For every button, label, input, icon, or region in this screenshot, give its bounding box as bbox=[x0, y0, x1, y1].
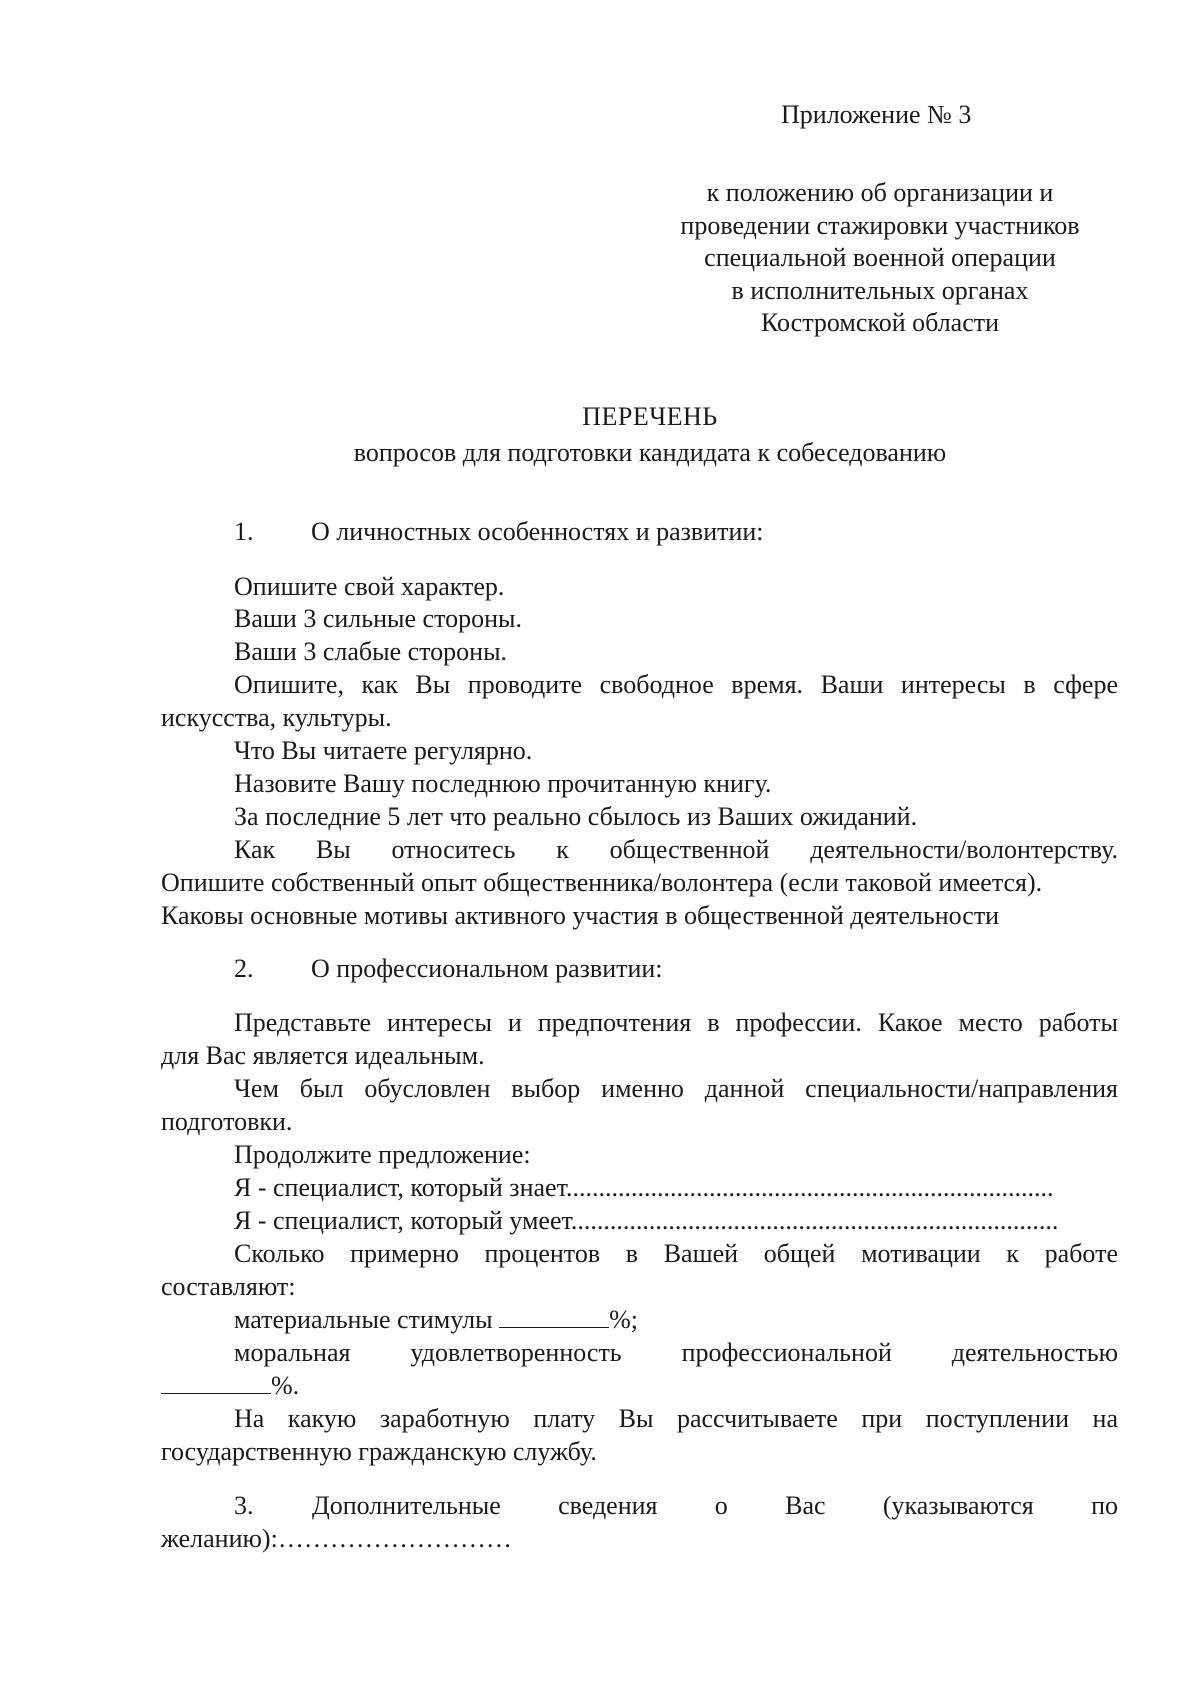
document-title: ПЕРЕЧЕНЬ bbox=[582, 402, 718, 431]
section-2-heading: О профессиональном развитии: bbox=[311, 954, 663, 983]
appendix-reference bbox=[640, 177, 1120, 340]
list-item: моральная удовлетворенность профессиональной деятельностью bbox=[234, 1338, 1118, 1367]
appendix-title: Приложение № 3 bbox=[781, 100, 972, 129]
list-item: подготовки. bbox=[161, 1107, 293, 1136]
section-2-number: 2. bbox=[234, 954, 254, 983]
list-item: Как Вы относитесь к общественной деятельности/волонтерству. bbox=[234, 835, 1118, 864]
section-3-first-line bbox=[234, 1491, 1118, 1521]
list-item: Каковы основные мотивы активного участия в общественной деятельности bbox=[161, 901, 1000, 930]
section-1-heading: О личностных особенностях и развитии: bbox=[311, 517, 764, 546]
list-item: Сколько примерно процентов в Вашей общей мотивации к работе bbox=[234, 1239, 1118, 1268]
list-item: Я - специалист, который умеет bbox=[234, 1206, 571, 1235]
appendix-reference-line: к положению об организации и bbox=[706, 178, 1054, 207]
list-item: Я - специалист, который знает bbox=[234, 1173, 566, 1202]
list-item: искусства, культуры. bbox=[161, 703, 392, 732]
appendix-reference-line: в исполнительных органах bbox=[731, 275, 1029, 305]
list-item: для Вас является идеальным. bbox=[161, 1041, 485, 1070]
list-item: На какую заработную плату Вы рассчитываете при поступлении на bbox=[234, 1404, 1118, 1433]
blank-field bbox=[499, 1305, 609, 1328]
list-item: Чем был обусловлен выбор именно данной специальности/направления bbox=[234, 1074, 1118, 1103]
moral-satisfaction-blank-line bbox=[161, 1371, 299, 1401]
blank-field bbox=[161, 1371, 271, 1394]
list-item: Ваши 3 сильные стороны. bbox=[234, 604, 522, 633]
list-item: Представьте интересы и предпочтения в профессии. Какое место работы bbox=[234, 1008, 1118, 1037]
appendix-reference-line: специальной военной операции bbox=[704, 243, 1056, 272]
fill-in-line-knows bbox=[234, 1173, 1078, 1203]
percent-sign: %; bbox=[609, 1305, 638, 1334]
dotted-leader: ........................................................................... bbox=[570, 1206, 1059, 1235]
section-3-heading: Дополнительные сведения о Вас (указываются по bbox=[312, 1491, 1118, 1520]
percent-sign: %. bbox=[271, 1371, 300, 1400]
list-item: Опишите собственный опыт общественника/волонтера (если таковой имеется). bbox=[161, 868, 1043, 897]
material-incentives-line bbox=[234, 1305, 638, 1335]
section-3-number: 3. bbox=[234, 1491, 254, 1520]
list-item: Опишите свой характер. bbox=[234, 572, 505, 601]
list-item: Продолжите предложение: bbox=[234, 1140, 531, 1169]
document-subtitle: вопросов для подготовки кандидата к собеседованию bbox=[353, 438, 947, 467]
list-item: составляют: bbox=[161, 1272, 296, 1301]
list-item: За последние 5 лет что реально сбылось из Ваших ожиданий. bbox=[234, 802, 918, 831]
list-item: Опишите, как Вы проводите свободное время. Ваши интересы в сфере bbox=[234, 670, 1118, 699]
section-1-number: 1. bbox=[234, 517, 254, 546]
fill-in-line-can bbox=[234, 1206, 1081, 1236]
section-3-heading-continued: желанию): bbox=[161, 1524, 278, 1553]
list-item: Назовите Вашу последнюю прочитанную книгу. bbox=[234, 769, 772, 798]
list-item: Что Вы читаете регулярно. bbox=[234, 736, 533, 765]
dotted-leader: ........................................................................... bbox=[565, 1173, 1054, 1202]
section-3-second-line bbox=[161, 1524, 512, 1554]
list-item: государственную гражданскую службу. bbox=[161, 1437, 597, 1466]
list-item: Ваши 3 слабые стороны. bbox=[234, 637, 508, 666]
appendix-reference-line: проведении стажировки участников bbox=[680, 210, 1080, 240]
list-item: материальные стимулы bbox=[234, 1305, 493, 1334]
appendix-reference-line: Костромской области bbox=[760, 308, 1000, 337]
dotted-leader: ……………………… bbox=[277, 1524, 512, 1553]
